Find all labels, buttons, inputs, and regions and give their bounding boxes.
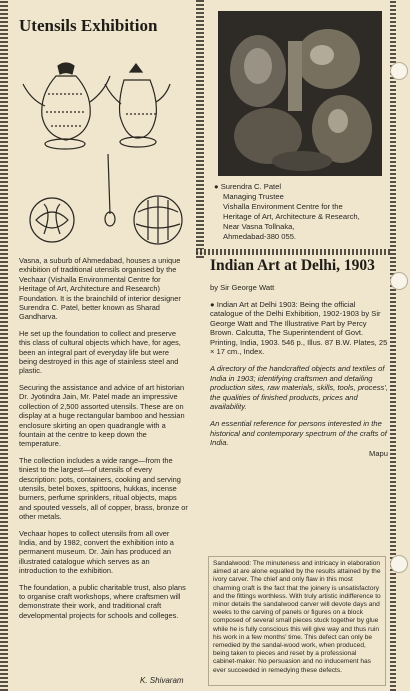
center-hatched-divider	[196, 0, 204, 258]
review-note: An essential reference for persons interested in the historical and contemporary spectrum of the crafts of India.	[210, 419, 387, 448]
inset-text: Sandalwood: The minuteness and intricacy in elaboration aimed at are alone equalled by the results attained by the ivory carver. The chief and only flaw in this most charming craft is the fact that the joinery is unsatisfactory and the fittings worthless. With truly artistic indifference to minor details the sandalwood carver will devote days and weeks to the carving of panels or figures on a block composed of several small pieces stuck together by glue while he is fully conscious this will give way and thus ruin his work in a few months' time. This defect can only be remedied by the sandal-wood work, when produced, being taken to pieces and reset by a professional cabinet-maker. No persuasion and no inducement has ever succeeded in remedying these defects.	[213, 560, 381, 674]
caption-line: Heritage of Art, Architecture & Research,	[223, 212, 360, 221]
body-paragraph: He set up the foundation to collect and preserve this class of cultural objects which have, for ages, been an integral part of everyday life but were being destroyed in this age of stainless steel and plastic.	[19, 328, 181, 376]
body-paragraph: Vasna, a suburb of Ahmedabad, houses a unique exhibition of traditional utensils organised by the Vechaar (Vishalla Environmental Centre for Heritage of Art, Architecture and Research) Foundation. It is the brainchild of interior designer Surendra C. Patel, better known as Sharad Gandharva.	[19, 256, 181, 322]
article-body	[19, 256, 189, 627]
review-byline: by Sir George Watt	[210, 283, 275, 292]
utensils-photo	[218, 11, 382, 176]
caption-line: Vishalla Environment Centre for the	[223, 202, 343, 211]
review-bullet	[210, 300, 388, 356]
right-hatched-border	[390, 0, 396, 691]
review-title: Indian Art at Delhi, 1903	[210, 257, 375, 274]
bullet-icon: ●	[210, 300, 217, 309]
utensils-illustration	[18, 54, 194, 254]
caption-line: Near Vasna Tollnaka,	[223, 222, 295, 231]
left-hatched-border	[0, 0, 8, 691]
article-title: Utensils Exhibition	[19, 16, 158, 35]
review-description: A directory of the handcrafted objects and textiles of India in 1903; identifying craftsmen and detailing production sites, raw materials, skills, tools, process', the qualities of finished products, prices and availability.	[210, 364, 388, 412]
sandalwood-inset-box	[208, 556, 386, 686]
body-paragraph: Vechaar hopes to collect utensils from all over India, and by 1982, convert the exhibition into a permanent museum. Dr. Jain has produced an illustrated catalogue which serves as an introduction to the exhibition.	[19, 528, 174, 576]
body-paragraph: The foundation, a public charitable trust, also plans to organise craft workshops, where craftsmen will demonstrate their work, and traditional craft developmental projects for schools and colleges.	[19, 582, 186, 620]
caption-line: Ahmedabad-380 055.	[223, 232, 297, 241]
body-paragraph: The collection includes a wide range—from the tiniest to the largest—of utensils of every description: pots, containers, cooking and serving utensils, betel boxes, spittoons, hukkas, incense burners, perfume sprinklers, ritual objects, maps and spouted vessels, all of copper, brass, bronze or other metals.	[19, 455, 188, 522]
binder-hole	[390, 62, 408, 80]
section-hatched-rule	[196, 249, 390, 255]
body-paragraph: Securing the assistance and advice of art historian Dr. Jyotindra Jain, Mr. Patel made an impressive collection of 2,500 assorted utensils. These are on display at a huge rectangular bamboo and hessian enclosure skirting an open quadrangle with a fountain at the centre to keep down the temperature.	[19, 382, 185, 449]
author-signature: K. Shivaram	[140, 676, 184, 685]
caption-line: Managing Trustee	[223, 192, 284, 201]
caption-name: ● Surendra C. Patel	[214, 182, 394, 192]
review-author: Mapu	[369, 448, 388, 458]
review-bullet-text: Indian Art at Delhi 1903: Being the official catalogue of the Delhi Exhibition, 1902-1903 by Sir George Watt and The Illustrative Part by Percy Brown. Calcutta, The Superintendent of Govt. Printing, India, 1903. 546 p., Illus. 87 B.W. Plates, 25 × 17 cm., Index.	[210, 300, 388, 357]
binder-hole	[390, 272, 408, 290]
review-article	[210, 256, 388, 458]
photo-caption	[214, 182, 394, 242]
binder-hole	[390, 555, 408, 573]
